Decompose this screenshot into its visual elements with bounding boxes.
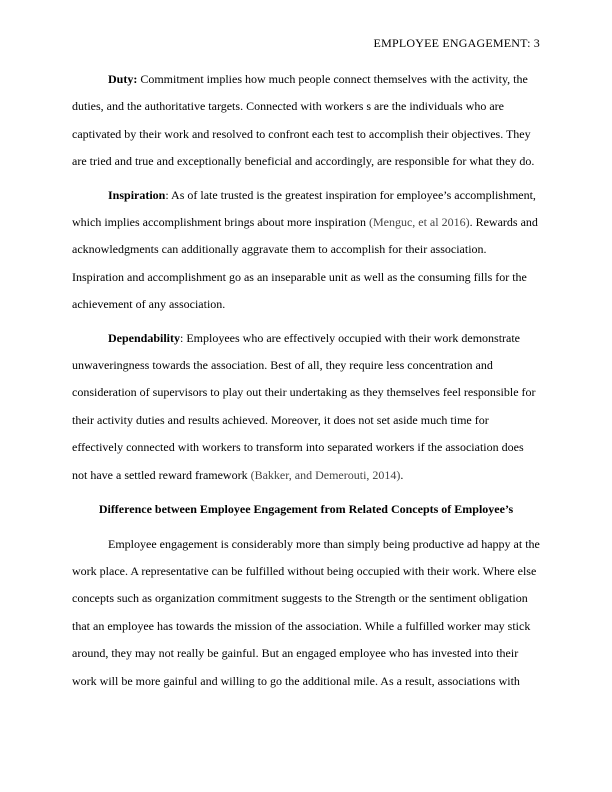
paragraph-inspiration-text: : As of late trusted is the greatest inspiration for employee’s accomplishment, which implies accomplishment brings about more inspiration <box>72 187 536 230</box>
section-heading: Difference between Employee Engagement from Related Concepts of Employee’s <box>98 502 514 517</box>
citation-bakker: (Bakker, and Demerouti, 2014) <box>250 467 401 482</box>
paragraph-dependability-text-end: . <box>400 467 404 482</box>
paragraph-dependability-text: : Employees who are effectively occupied with their work demonstrate unwaveringness towards the association. Best of all, they require less concentration and consideration of supervisors to play out their undertaking as they themselves feel responsible for their activity duties and results achieved. Moreover, it does not set aside much time for effectively connected with workers to transform into separated workers if the association does not have a settled reward framework <box>72 330 536 482</box>
paragraph-engagement: Employee engagement is considerably more than simply being productive ad happy at the work place. A representative can be fulfilled without being occupied with their work. Where else concepts such as organization commitment suggests to the Strength or the sentiment obligation that an employee has towards the mission of the association. While a fulfilled worker may stick around, they may not really be gainful. But an engaged employee who has invested into their work will be more gainful and willing to go the additional mile. As a result, associations with <box>72 536 540 688</box>
paragraph-inspiration-text-end: . Rewards and acknowledgments can additionally aggravate them to accomplish for their association. Inspiration and accomplishment go as an inseparable unit as well as the consuming fills for the achievement of any association. <box>72 215 538 312</box>
paragraph-dependability <box>72 325 540 489</box>
term-duty: Duty: <box>108 72 138 86</box>
document-body <box>72 66 540 695</box>
paragraph-duty <box>72 66 540 176</box>
paragraph-duty-text: Commitment implies how much people connect themselves with the activity, the duties, and the authoritative targets. Connected with workers s are the individuals who are captivated by their work and resolved to confront each test to accomplish their objectives. They are tried and true and exceptionally beneficial and accordingly, are responsible for what they do. <box>72 72 535 169</box>
term-inspiration: Inspiration <box>108 187 166 202</box>
paragraph-inspiration <box>72 182 540 319</box>
citation-menguc: (Menguc, et al 2016) <box>368 215 470 230</box>
running-head: EMPLOYEE ENGAGEMENT: 3 <box>373 36 540 50</box>
term-dependability: Dependability <box>108 330 181 345</box>
